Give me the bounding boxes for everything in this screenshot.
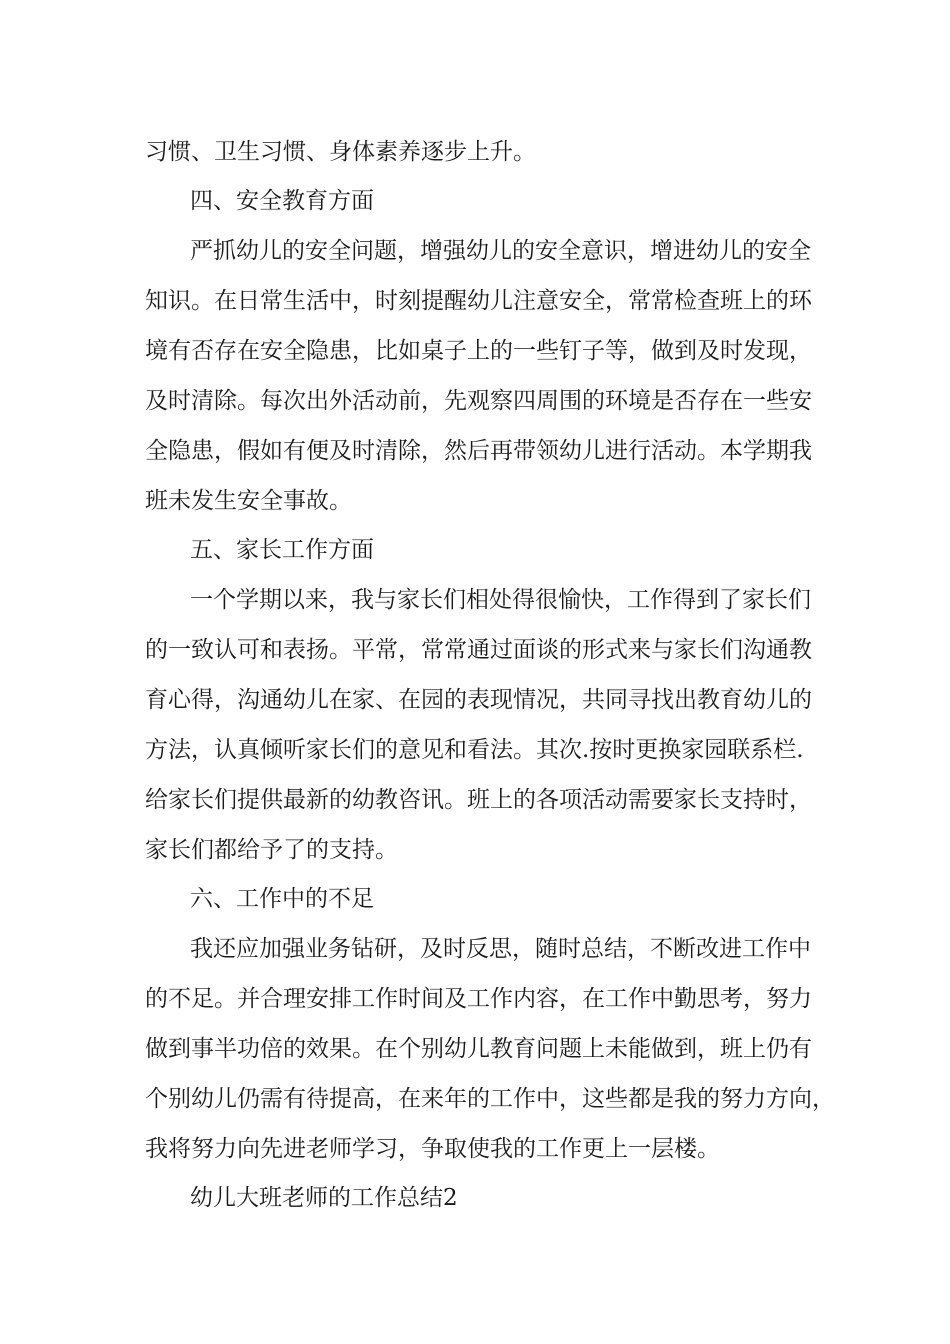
paragraph-line: 知识。在日常生活中，时刻提醒幼儿注意安全，常常检查班上的环 [145,288,812,314]
paragraph-line: 严抓幼儿的安全问题，增强幼儿的安全意识，增进幼儿的安全 [190,238,811,264]
paragraph-line: 方法，认真倾听家长们的意见和看法。其次.按时更换家园联系栏. [145,737,804,763]
section-heading-safety: 四、安全教育方面 [190,188,374,214]
section-heading-parents: 五、家长工作方面 [190,537,374,563]
paragraph-line: 的不足。并合理安排工作时间及工作内容，在工作中勤思考，努力 [145,986,812,1012]
section-title-summary-2: 幼儿大班老师的工作总结2 [190,1185,458,1211]
paragraph-line: 及时清除。每次出外活动前，先观察四周围的环境是否存在一些安 [145,388,812,414]
paragraph-line: 我将努力向先进老师学习，争取使我的工作更上一层楼。 [145,1136,720,1162]
paragraph-line: 的一致认可和表扬。平常，常常通过面谈的形式来与家长们沟通教 [145,637,812,663]
paragraph-line: 给家长们提供最新的幼教咨讯。班上的各项活动需要家长支持时， [145,787,812,813]
paragraph-line: 全隐患，假如有便及时清除，然后再带领幼儿进行活动。本学期我 [145,438,812,464]
paragraph-line: 一个学期以来，我与家长们相处得很愉快，工作得到了家长们 [190,587,811,613]
paragraph-line: 做到事半功倍的效果。在个别幼儿教育问题上未能做到，班上仍有 [145,1036,812,1062]
paragraph-line: 习惯、卫生习惯、身体素养逐步上升。 [145,139,536,165]
paragraph-line: 个别幼儿仍需有待提高，在来年的工作中，这些都是我的努力方向， [145,1086,835,1112]
paragraph-line: 班未发生安全事故。 [145,488,352,514]
paragraph-line: 境有否存在安全隐患，比如桌子上的一些钉子等，做到及时发现， [145,338,812,364]
paragraph-line: 家长们都给予了的支持。 [145,837,398,863]
paragraph-line: 育心得，沟通幼儿在家、在园的表现情况，共同寻找出教育幼儿的 [145,687,812,713]
paragraph-line: 我还应加强业务钻研，及时反思，随时总结，不断改进工作中 [190,936,811,962]
section-heading-shortcomings: 六、工作中的不足 [190,886,374,912]
